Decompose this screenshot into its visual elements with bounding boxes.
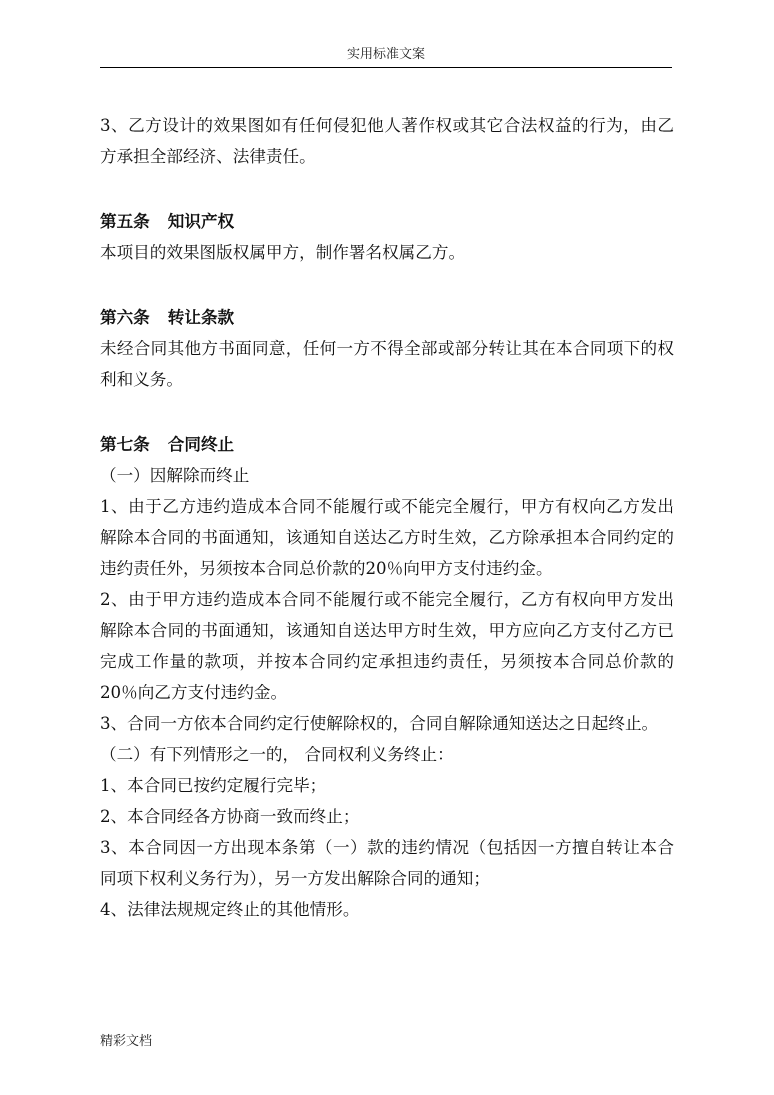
section-2-heading: （二）有下列情形之一的， 合同权利义务终止： bbox=[100, 745, 454, 764]
section-2-item-2: 2、本合同经各方协商一致而终止； bbox=[100, 807, 360, 826]
section-2-item-3: 3、本合同因一方出现本条第（一）款的违约情况（包括因一方擅自转让本合同项下权利义务行为），另一方发出解除合同的通知； bbox=[100, 838, 674, 888]
article-6-heading bbox=[100, 302, 674, 333]
header-divider bbox=[100, 67, 672, 68]
section-1-item-3: 3、合同一方依本合同约定行使解除权的，合同自解除通知送达之日起终止。 bbox=[100, 714, 659, 733]
article-5-number: 第五条 bbox=[100, 211, 150, 231]
section-1-item-2: 2、由于甲方违约造成本合同不能履行或不能完全履行，乙方有权向甲方发出解除本合同的书面通知，该通知自送达甲方时生效，甲方应向乙方支付乙方已完成工作量的款项，并按本合同约定承担违约责任，另须按本合同总价款的20％向乙方支付违约金。 bbox=[100, 590, 674, 702]
article-5-heading bbox=[100, 206, 674, 237]
page-footer: 精彩文档 bbox=[100, 1034, 153, 1049]
article-5-title: 知识产权 bbox=[167, 211, 235, 231]
article-6-number: 第六条 bbox=[100, 307, 150, 327]
section-1-item-1: 1、由于乙方违约造成本合同不能履行或不能完全履行，甲方有权向乙方发出解除本合同的书面通知，该通知自送达乙方时生效，乙方除承担本合同约定的违约责任外，另须按本合同总价款的20％向甲方支付违约金。 bbox=[100, 497, 674, 578]
article-6-text: 未经合同其他方书面同意，任何一方不得全部或部分转让其在本合同项下的权利和义务。 bbox=[100, 339, 674, 389]
section-1-heading: （一）因解除而终止 bbox=[100, 466, 250, 485]
document-body bbox=[100, 110, 674, 925]
page-header: 实用标准文案 bbox=[346, 47, 425, 62]
paragraph-clause-3: 3、乙方设计的效果图如有任何侵犯他人著作权或其它合法权益的行为，由乙方承担全部经济、法律责任。 bbox=[100, 116, 674, 166]
article-5-text: 本项目的效果图版权属甲方，制作署名权属乙方。 bbox=[100, 243, 466, 262]
article-7-heading bbox=[100, 429, 674, 460]
article-6-title: 转让条款 bbox=[167, 307, 235, 327]
section-2-item-1: 1、本合同已按约定履行完毕； bbox=[100, 776, 327, 795]
article-7-title: 合同终止 bbox=[167, 434, 235, 454]
article-7-number: 第七条 bbox=[100, 434, 150, 454]
section-2-item-4: 4、法律法规规定终止的其他情形。 bbox=[100, 900, 360, 919]
